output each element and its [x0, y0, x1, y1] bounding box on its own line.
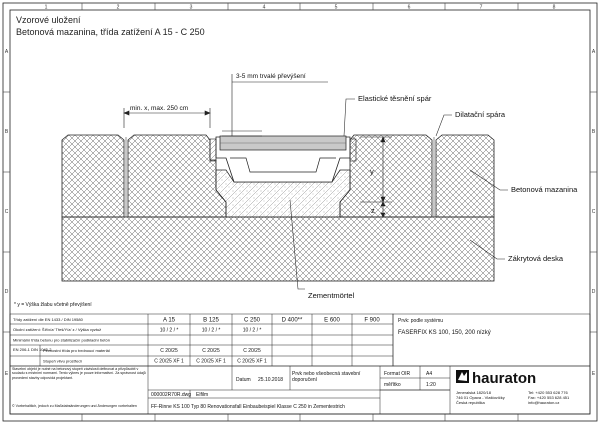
grid-col-4: 4 — [262, 4, 266, 11]
product-heading: Prvk: podle systému — [398, 318, 444, 324]
grid-col-1: 1 — [44, 4, 48, 11]
label-dilatacni: Dilatační spára — [455, 110, 506, 119]
label-min-x: min. x, max. 250 cm — [130, 105, 189, 112]
class-b125: B 125 — [203, 317, 219, 324]
company-address-2: 746 01 Opava - Vlaštovičky — [456, 395, 505, 400]
grid-col-6: 6 — [407, 4, 411, 11]
meritko-label: měřítko — [384, 382, 401, 388]
logo-wordmark: hauraton — [472, 370, 537, 387]
label-zementmortel: Zementmörtel — [308, 291, 355, 300]
r5-a15: C 20/25 XF 1 — [154, 358, 184, 365]
format-value: A4 — [426, 371, 433, 377]
label-betonova: Betonová mazanina — [511, 185, 578, 194]
label-dim-z: z — [371, 206, 375, 215]
elastic-seal-left — [210, 139, 216, 161]
table-r2-label: Okolní zatížení: Šíř/x/z/ Třeš/Y/z/ z / Výška vyztuž — [13, 327, 102, 332]
grid-col-7: 7 — [479, 4, 483, 11]
table-r4-code: EN 206-1 DIN 1045-2 — [13, 347, 52, 352]
r4-c250: C 20/25 — [243, 348, 261, 354]
company-fax: Fax: +420 553 628 451 — [528, 395, 570, 400]
prvk-note: Prvk nebo všeobecná stavební doporučení — [292, 371, 361, 383]
grid-row-b-right: B — [591, 129, 596, 135]
copyright-note: © Vorbehaltlich, jedoch zu Maßstabsänderungen und Änderungen vorbehalten — [12, 404, 137, 408]
r2-c250: 10 / 2 / * — [242, 327, 262, 334]
class-c250: C 250 — [243, 317, 261, 324]
label-elasticke: Elastické těsnění spár — [358, 94, 432, 103]
r2-b125: 10 / 2 / * — [201, 327, 221, 334]
grid-row-e-right: E — [591, 371, 596, 377]
label-trvale-prevyseni: 3-5 mm trvalé převýšení — [236, 73, 306, 80]
drawing-footer-title: FF-Rinne KS 100 Typ 80 Renovationsfall Einbaubeispiel Klasse C 250 in Zementestrich — [151, 404, 345, 410]
grid-row-c: C — [4, 209, 9, 215]
company-email: info@hauraton.cz — [528, 400, 560, 405]
elastic-seal-right — [350, 139, 356, 161]
screed-slab-left — [62, 135, 124, 217]
company-phone: Tel: +420 553 628 776 — [528, 390, 568, 395]
r4-b125: C 20/25 — [202, 348, 220, 354]
class-f900: F 900 — [364, 317, 380, 324]
grid-col-2: 2 — [116, 4, 120, 11]
r5-b125: C 20/25 XF 1 — [196, 358, 226, 365]
table-r5-label: Stupeň vlivu prostředí — [43, 358, 82, 364]
datum-label: Datum — [236, 377, 251, 383]
subbase-slab — [62, 217, 494, 281]
meritko-value: 1:20 — [426, 382, 436, 388]
class-e600: E 600 — [324, 317, 340, 324]
table-r4-label: Pevnostní třída pro tvrdnoucí materiál — [43, 348, 110, 353]
product-name: FASERFIX KS 100, 150, 200 nízký — [398, 330, 491, 336]
class-d400: D 400** — [281, 317, 303, 324]
company-address-3: Česká republika — [456, 400, 485, 405]
dimension-prevyseni — [222, 74, 328, 136]
grid-col-3: 3 — [189, 4, 193, 11]
disclaimer-note: Stavební objekt je nutné na betonový stupeň závislosti definovat a přizpůsobit v souladu s místními normami. Tento výkres je pouze informativní. Za správnost údajů provedení stavby odpovídá projektant. — [12, 367, 146, 380]
label-zakrytova: Zákrytová deska — [508, 254, 564, 263]
grid-row-d: D — [4, 289, 9, 295]
grid-row-b: B — [4, 129, 9, 135]
grid-row-c-right: C — [591, 209, 596, 215]
footnote: * y = Výška žlabu včetně převýšení — [14, 302, 92, 308]
grid-col-8: 8 — [552, 4, 556, 11]
grid-row-a-right: A — [591, 49, 596, 55]
doc-number: 000002R70R.dwg — [151, 392, 192, 398]
format-label: Format OIR — [384, 371, 411, 377]
datum-value: 25.10.2018 — [258, 377, 284, 383]
table-r1-label: Třídy zatížení dle EN 1433 / DIN 19580 — [13, 317, 83, 322]
title-line-2: Betonová mazanina, třída zatížení A 15 - C 250 — [16, 27, 205, 37]
hauraton-logo — [456, 370, 536, 387]
doc-revision: Elfilm — [196, 392, 209, 398]
r2-a15: 10 / 2 / * — [159, 327, 179, 334]
title-line-1: Vzorové uložení — [16, 15, 81, 25]
grid-row-a: A — [4, 49, 9, 55]
label-dim-y: y — [370, 167, 374, 176]
grid-row-d-right: D — [591, 289, 596, 295]
screed-slab-right — [436, 135, 494, 217]
class-a15: A 15 — [162, 317, 176, 324]
r4-a15: C 20/25 — [160, 348, 178, 354]
grid-col-5: 5 — [334, 4, 338, 11]
table-r3-label: Minimální třída betonu pro stabilizační podkladní betón — [13, 337, 110, 343]
company-address-1: Jeneralská 1820/18 — [456, 390, 491, 395]
r5-c250: C 20/25 XF 1 — [237, 358, 267, 365]
grid-row-e: E — [4, 371, 9, 377]
